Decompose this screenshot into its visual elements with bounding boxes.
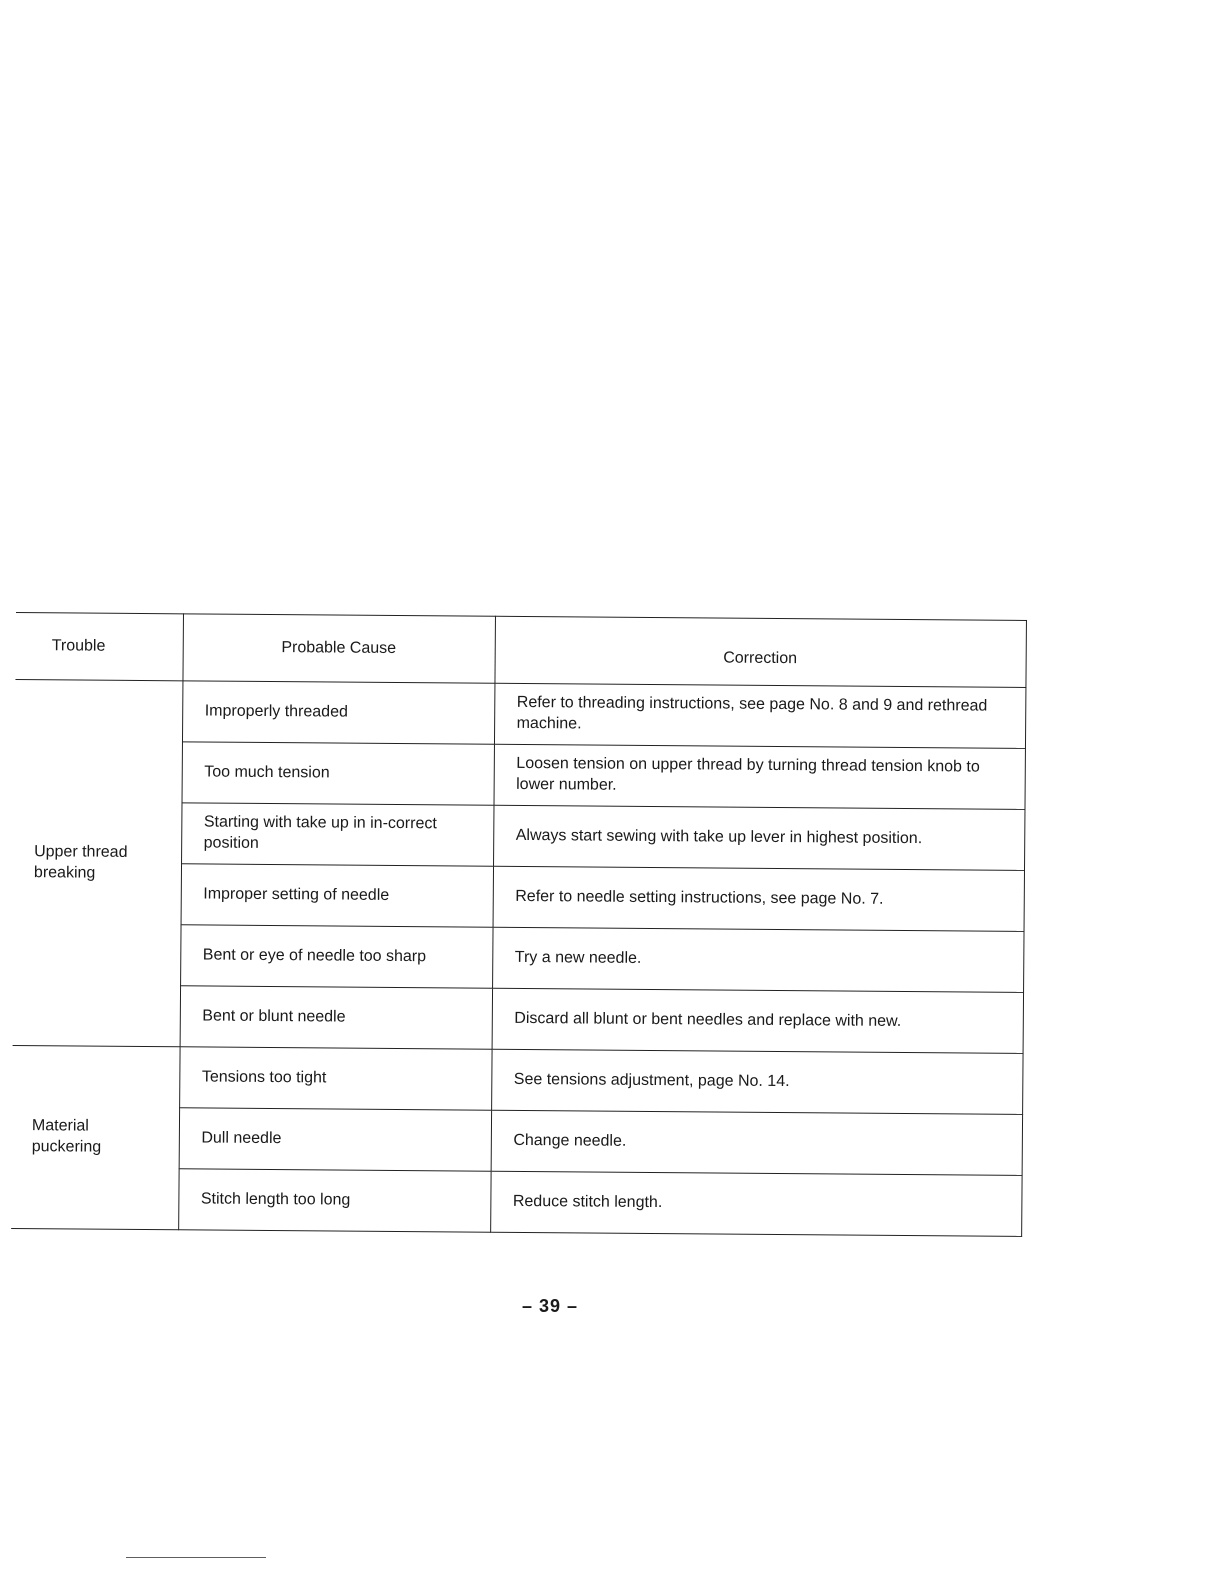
correction-cell: Try a new needle. [492, 927, 1023, 992]
trouble-material-puckering: Material puckering [11, 1045, 179, 1229]
table-header-row [15, 613, 1025, 688]
cause-cell: Improper setting of needle [181, 864, 493, 927]
troubleshooting-table [11, 612, 1026, 1237]
header-trouble: Trouble [15, 613, 183, 681]
table-row [15, 679, 1025, 748]
correction-cell: Loosen tension on upper thread by turning thread tension knob to lower number. [493, 744, 1024, 809]
cause-cell: Tensions too tight [179, 1047, 491, 1110]
cause-cell: Bent or blunt needle [180, 986, 492, 1049]
footer-rule [126, 1557, 266, 1558]
cause-cell: Too much tension [182, 742, 494, 805]
correction-cell: Reduce stitch length. [490, 1171, 1021, 1236]
header-correction: Correction [494, 616, 1026, 687]
cause-cell: Starting with take up in in-correct position [181, 803, 493, 866]
table-row [12, 1045, 1022, 1114]
cause-cell: Bent or eye of needle too sharp [180, 925, 492, 988]
correction-cell: See tensions adjustment, page No. 14. [491, 1049, 1022, 1114]
correction-cell: Discard all blunt or bent needles and replace with new. [492, 988, 1023, 1053]
correction-cell: Change needle. [491, 1110, 1022, 1175]
cause-cell: Dull needle [179, 1108, 491, 1171]
header-probable-cause: Probable Cause [182, 614, 495, 683]
cause-cell: Improperly threaded [182, 681, 494, 744]
cause-cell: Stitch length too long [178, 1169, 490, 1232]
trouble-upper-thread-breaking: Upper thread breaking [13, 679, 183, 1046]
correction-cell: Always start sewing with take up lever in highest position. [493, 805, 1024, 870]
correction-cell: Refer to threading instructions, see page No. 8 and 9 and rethread machine. [494, 683, 1025, 748]
page-number: – 39 – [521, 1296, 579, 1316]
correction-cell: Refer to needle setting instructions, see page No. 7. [493, 866, 1024, 931]
